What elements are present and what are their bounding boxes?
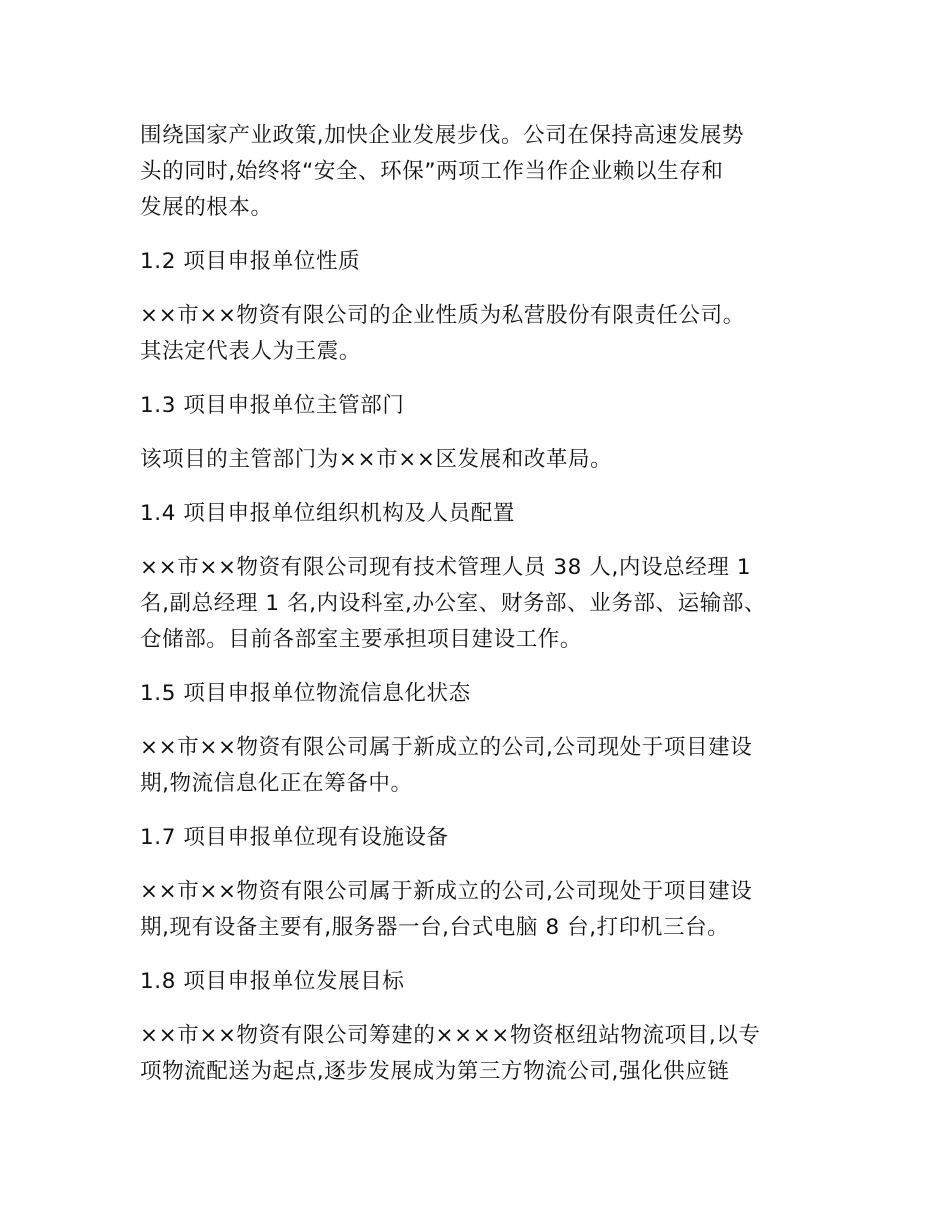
goals-paragraph — [140, 1018, 830, 1090]
section-heading-1-3: 1.3 项目申报单位主管部门 — [140, 393, 405, 418]
text-line: ××市××物资有限公司现有技术管理人员 38 人,内设总经理 1 — [140, 555, 752, 580]
section-heading-1-8: 1.8 项目申报单位发展目标 — [140, 969, 405, 994]
section-heading-1-7: 1.7 项目申报单位现有设施设备 — [140, 825, 449, 850]
text-line: 围绕国家产业政策,加快企业发展步伐。公司在保持高速发展势 — [140, 123, 745, 148]
section-heading-1-5: 1.5 项目申报单位物流信息化状态 — [140, 681, 471, 706]
nature-paragraph — [140, 298, 830, 370]
department-paragraph — [140, 442, 830, 478]
facilities-paragraph — [140, 874, 830, 946]
section-heading-1-4: 1.4 项目申报单位组织机构及人员配置 — [140, 501, 515, 526]
section-heading-1-2: 1.2 项目申报单位性质 — [140, 249, 361, 274]
text-line: 名,副总经理 1 名,内设科室,办公室、财务部、业务部、运输部、 — [140, 591, 767, 616]
text-line: ××市××物资有限公司的企业性质为私营股份有限责任公司。 — [140, 303, 745, 328]
text-line: 头的同时,始终将“安全、环保”两项工作当作企业赖以生存和 — [140, 159, 724, 184]
informatization-paragraph — [140, 730, 830, 802]
organization-paragraph — [140, 550, 830, 658]
text-line: ××市××物资有限公司属于新成立的公司,公司现处于项目建设 — [140, 879, 753, 904]
text-line: 项物流配送为起点,逐步发展成为第三方物流公司,强化供应链 — [140, 1059, 730, 1084]
text-line: 发展的根本。 — [140, 195, 273, 220]
intro-paragraph — [140, 118, 830, 226]
text-line: 期,现有设备主要有,服务器一台,台式电脑 8 台,打印机三台。 — [140, 915, 730, 940]
text-line: 仓储部。目前各部室主要承担项目建设工作。 — [140, 627, 583, 652]
text-line: ××市××物资有限公司属于新成立的公司,公司现处于项目建设 — [140, 735, 753, 760]
text-line: 其法定代表人为王震。 — [140, 339, 362, 364]
text-line: ××市××物资有限公司筹建的××××物资枢纽站物流项目,以专 — [140, 1023, 761, 1048]
text-line: 期,物流信息化正在筹备中。 — [140, 771, 413, 796]
text-line: 该项目的主管部门为××市××区发展和改革局。 — [140, 447, 613, 472]
